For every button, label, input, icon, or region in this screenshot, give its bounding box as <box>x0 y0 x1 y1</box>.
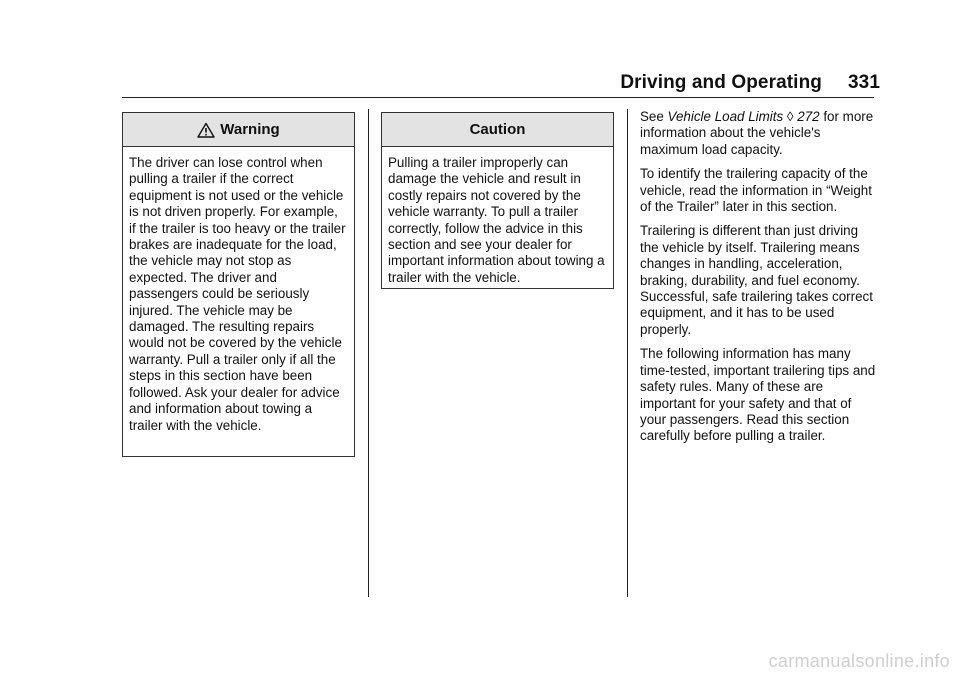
page-header <box>620 72 880 94</box>
page-reference[interactable]: 272 <box>797 109 820 124</box>
paragraph-trailering: Trailering is different than just driving the vehicle by itself. Trailering means changes in handling, acceleration, braking, durability, and fuel economy. Successful, safe trailering takes correct equipment, and it has to be used properly. <box>640 223 873 337</box>
warning-text: The driver can lose control when pulling a trailer if the correct equipment is not used or the vehicle is not driven properly. For example, if the trailer is too heavy or the trailer brakes are inadequate for the load, the vehicle may not stop as expected. The driver and passengers could be seriously injured. The vehicle may be damaged. The resulting repairs would not be covered by the vehicle warranty. Pull a trailer only if all the steps in this section have been followed. Ask your dealer for advice and information about towing a trailer with the vehicle. <box>129 155 346 433</box>
paragraph-tips: The following information has many time-tested, important trailering tips and safety rules. Many of these are important for your safety and that of your passengers. Read this section carefully before pulling a trailer. <box>640 346 876 444</box>
warning-triangle-icon <box>197 122 215 138</box>
paragraph-capacity: To identify the trailering capacity of the vehicle, read the information in “Weight of the Trailer” later in this section. <box>640 166 872 215</box>
cross-reference-link[interactable]: Vehicle Load Limits <box>667 109 784 124</box>
header-rule <box>122 97 874 98</box>
section-title: Driving and Operating <box>620 72 822 93</box>
column-divider-1 <box>368 109 369 597</box>
watermark: carmanualsonline.info <box>768 651 950 671</box>
warning-header <box>123 113 354 147</box>
caution-title: Caution <box>469 121 526 138</box>
paragraph-load-limits: See Vehicle Load Limits ◊ 272 for more information about the vehicle's maximum load capacity. <box>640 109 874 157</box>
page-ref-icon: ◊ <box>786 109 794 124</box>
caution-text: Pulling a trailer improperly can damage the vehicle and result in costly repairs not covered by the vehicle warranty. To pull a trailer correctly, follow the advice in this section and see your dealer for important information about towing a trailer with the vehicle. <box>388 155 605 285</box>
body-column <box>640 109 880 453</box>
warning-box <box>122 112 355 457</box>
warning-title: Warning <box>220 121 280 138</box>
column-divider-2 <box>627 109 628 597</box>
caution-box <box>381 112 614 289</box>
page-number: 331 <box>847 72 880 93</box>
caution-header <box>382 113 613 147</box>
